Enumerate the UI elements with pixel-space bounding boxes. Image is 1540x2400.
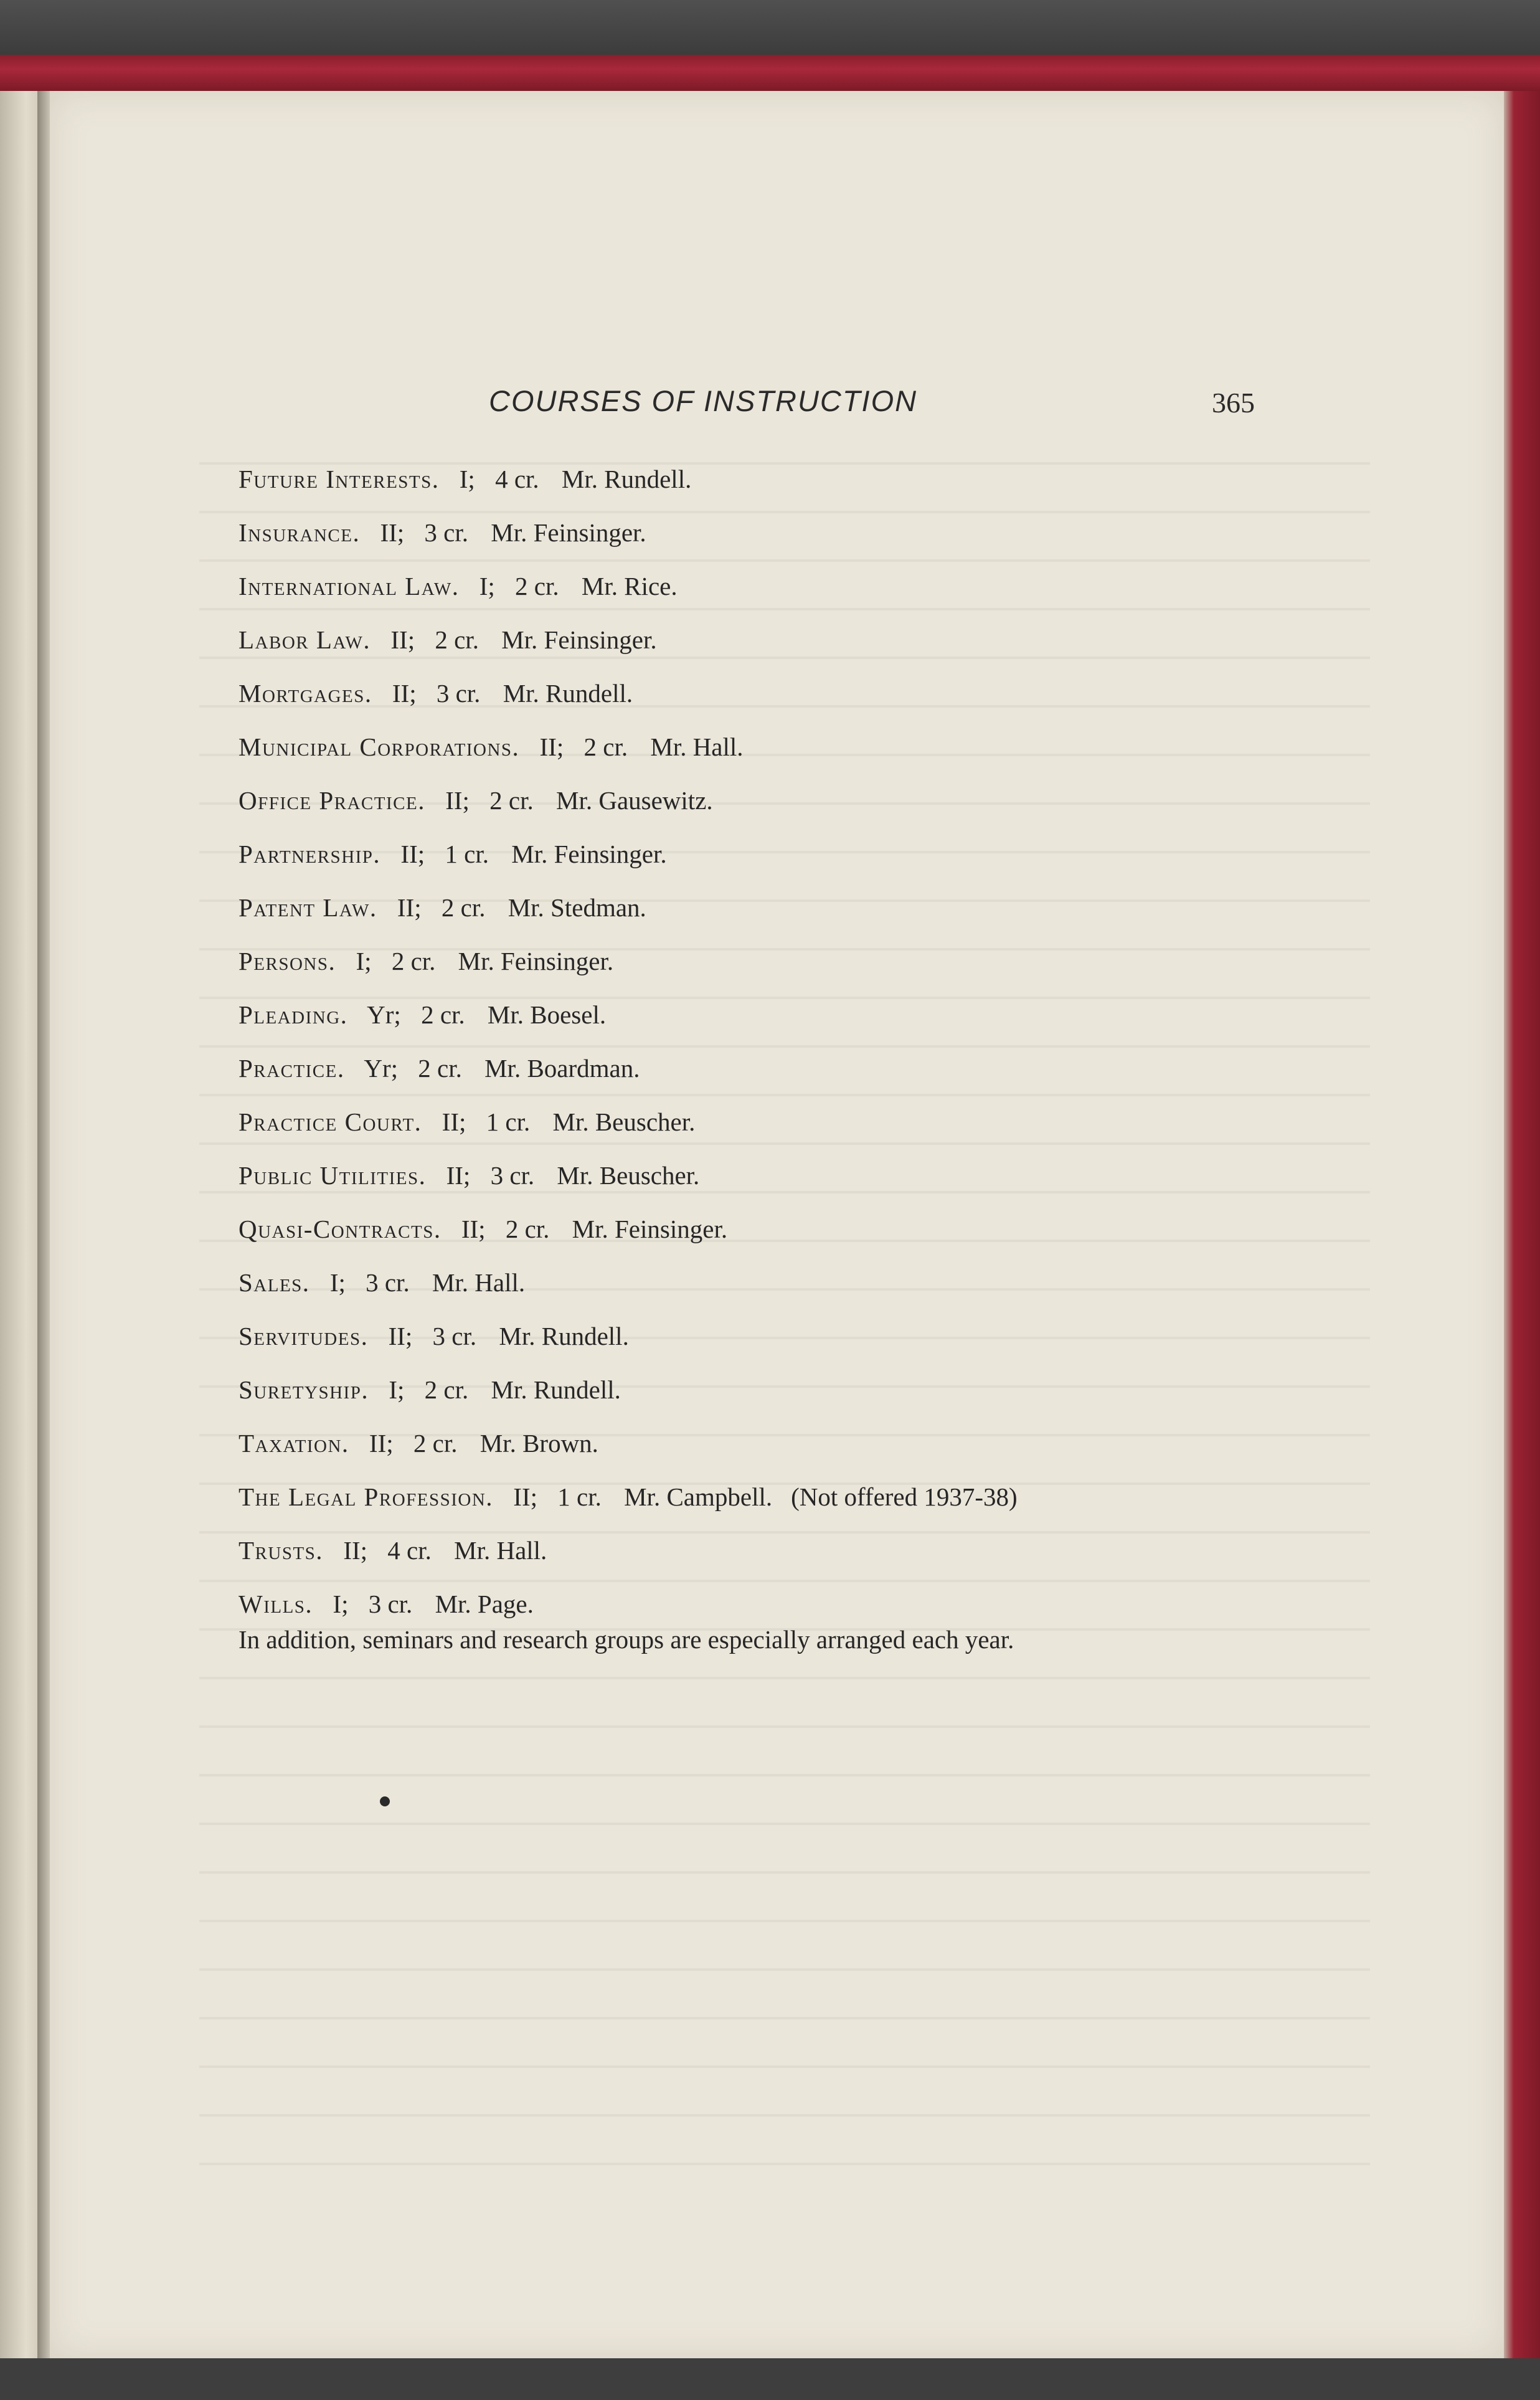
course-entry — [239, 462, 1359, 515]
course-name: Practice Court. — [239, 1108, 422, 1136]
course-term: I; — [329, 1268, 346, 1297]
course-term: II; — [400, 840, 425, 868]
course-instructor: Mr. Campbell. — [624, 1482, 773, 1511]
course-name: Pleading. — [239, 1000, 348, 1029]
course-credits: 2 cr. — [418, 1054, 462, 1083]
course-term: I; — [479, 572, 495, 600]
course-name: Sales. — [239, 1268, 310, 1297]
scan-background-top — [0, 0, 1540, 55]
course-instructor: Mr. Rundell. — [499, 1322, 629, 1350]
book-binding-edge — [0, 55, 1540, 91]
course-instructor: Mr. Feinsinger. — [511, 840, 667, 868]
course-term: I; — [356, 947, 372, 975]
course-name: Practice. — [239, 1054, 345, 1083]
course-credits: 2 cr. — [489, 786, 534, 815]
course-name: Partnership. — [239, 840, 381, 868]
page-number: 365 — [1212, 387, 1255, 419]
course-term: II; — [388, 1322, 413, 1350]
course-term: II; — [369, 1429, 394, 1458]
course-name: Municipal Corporations. — [239, 733, 520, 761]
course-credits: 2 cr. — [413, 1429, 458, 1458]
course-entry — [239, 837, 1359, 890]
course-term: II; — [442, 1108, 466, 1136]
course-credits: 4 cr. — [387, 1536, 432, 1565]
course-term: Yr; — [364, 1054, 398, 1083]
course-term: II; — [380, 518, 405, 547]
course-instructor: Mr. Beuscher. — [557, 1161, 700, 1190]
course-credits: 1 cr. — [557, 1482, 602, 1511]
course-entry — [239, 1158, 1359, 1212]
course-entry — [239, 729, 1359, 783]
course-term: II; — [343, 1536, 368, 1565]
course-credits: 3 cr. — [424, 518, 468, 547]
course-credits: 2 cr. — [424, 1375, 469, 1404]
course-term: II; — [392, 679, 417, 708]
course-entry — [239, 1372, 1359, 1426]
course-instructor: Mr. Brown. — [479, 1429, 598, 1458]
course-credits: 1 cr. — [486, 1108, 531, 1136]
course-name: Trusts. — [239, 1536, 324, 1565]
course-credits: 3 cr. — [490, 1161, 535, 1190]
course-credits: 3 cr. — [366, 1268, 410, 1297]
course-name: Persons. — [239, 947, 336, 975]
course-name: Wills. — [239, 1590, 313, 1618]
course-term: II; — [513, 1482, 537, 1511]
course-entry — [239, 1426, 1359, 1479]
course-credits: 2 cr. — [505, 1215, 550, 1243]
course-instructor: Mr. Feinsinger. — [501, 625, 657, 654]
course-entry — [239, 569, 1359, 622]
course-credits: 3 cr. — [436, 679, 481, 708]
bullet-mark — [380, 1796, 390, 1806]
course-name: The Legal Profession. — [239, 1482, 494, 1511]
course-name: International Law. — [239, 572, 460, 600]
course-entry — [239, 622, 1359, 676]
course-credits: 2 cr. — [435, 625, 479, 654]
course-instructor: Mr. Gausewitz. — [556, 786, 713, 815]
course-term: II; — [397, 893, 422, 922]
course-name: Suretyship. — [239, 1375, 369, 1404]
page-title: COURSES OF INSTRUCTION — [489, 384, 918, 417]
course-entry — [239, 1479, 1359, 1533]
course-credits: 2 cr. — [421, 1000, 465, 1029]
course-instructor: Mr. Feinsinger. — [458, 947, 614, 975]
course-entry — [239, 1051, 1359, 1104]
book-cover-edge — [1503, 91, 1540, 2358]
course-name: Quasi-Contracts. — [239, 1215, 442, 1243]
course-entry — [239, 944, 1359, 997]
course-entry — [239, 1104, 1359, 1158]
course-entry — [239, 783, 1359, 837]
course-term: II; — [445, 786, 470, 815]
book-page — [50, 91, 1504, 2358]
course-credits: 1 cr. — [445, 840, 489, 868]
course-instructor: Mr. Hall. — [432, 1268, 526, 1297]
course-term: II; — [446, 1161, 471, 1190]
course-credits: 2 cr. — [515, 572, 559, 600]
course-credits: 4 cr. — [495, 465, 539, 493]
course-name: Patent Law. — [239, 893, 377, 922]
course-entry — [239, 1533, 1359, 1587]
course-credits: 3 cr. — [368, 1590, 413, 1618]
course-name: Servitudes. — [239, 1322, 369, 1350]
course-entry — [239, 676, 1359, 729]
course-instructor: Mr. Feinsinger. — [491, 518, 646, 547]
course-credits: 2 cr. — [391, 947, 436, 975]
course-instructor: Mr. Hall. — [650, 733, 744, 761]
course-entry — [239, 890, 1359, 944]
course-instructor: Mr. Hall. — [454, 1536, 547, 1565]
course-instructor: Mr. Rice. — [581, 572, 678, 600]
course-term: I; — [389, 1375, 405, 1404]
course-term: Yr; — [367, 1000, 401, 1029]
course-term: II; — [461, 1215, 486, 1243]
course-term: II; — [390, 625, 415, 654]
course-list — [239, 462, 1359, 1640]
page-gutter — [37, 91, 51, 2358]
course-term: I; — [459, 465, 475, 493]
closing-paragraph: In addition, seminars and research groups are especially arranged each year. — [239, 1625, 1014, 1654]
course-instructor: Mr. Page. — [435, 1590, 534, 1618]
course-instructor: Mr. Beuscher. — [552, 1108, 696, 1136]
course-credits: 2 cr. — [441, 893, 486, 922]
course-instructor: Mr. Stedman. — [508, 893, 646, 922]
course-instructor: Mr. Rundell. — [491, 1375, 621, 1404]
course-term: II; — [539, 733, 564, 761]
course-term: I; — [333, 1590, 349, 1618]
course-entry — [239, 1212, 1359, 1265]
course-name: Taxation. — [239, 1429, 349, 1458]
course-credits: 3 cr. — [432, 1322, 477, 1350]
course-name: Public Utilities. — [239, 1161, 427, 1190]
course-name: Mortgages. — [239, 679, 372, 708]
course-instructor: Mr. Feinsinger. — [572, 1215, 728, 1243]
course-entry — [239, 515, 1359, 569]
course-instructor: Mr. Rundell. — [561, 465, 692, 493]
course-instructor: Mr. Boardman. — [484, 1054, 640, 1083]
course-name: Future Interests. — [239, 465, 440, 493]
course-instructor: Mr. Rundell. — [503, 679, 633, 708]
course-name: Insurance. — [239, 518, 361, 547]
course-name: Labor Law. — [239, 625, 371, 654]
course-instructor: Mr. Boesel. — [487, 1000, 607, 1029]
course-credits: 2 cr. — [583, 733, 628, 761]
course-entry — [239, 1319, 1359, 1372]
course-name: Office Practice. — [239, 786, 425, 815]
course-note: (Not offered 1937-38) — [791, 1482, 1018, 1511]
course-entry — [239, 1265, 1359, 1319]
running-head — [50, 384, 1504, 427]
course-entry — [239, 997, 1359, 1051]
scan-background-bottom — [0, 2358, 1540, 2400]
